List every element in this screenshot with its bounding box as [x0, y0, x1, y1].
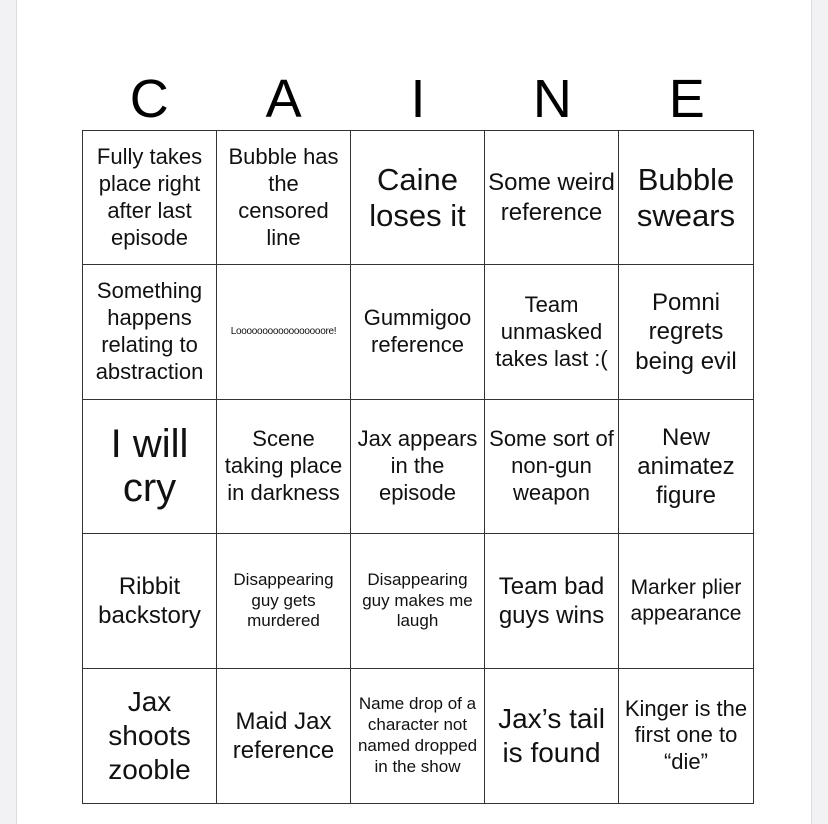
- header-letter-a: A: [265, 69, 302, 129]
- bingo-cell[interactable]: Fully takes place right after last episode: [83, 131, 217, 265]
- bingo-cell[interactable]: Something happens relating to abstraction: [83, 265, 217, 399]
- header-letter-n: N: [532, 69, 572, 129]
- bingo-cell[interactable]: Jax’s tail is found: [485, 669, 619, 803]
- bingo-cell[interactable]: Scene taking place in darkness: [217, 400, 351, 534]
- header-letter-e: E: [668, 69, 705, 129]
- bingo-cell[interactable]: Bubble swears: [619, 131, 753, 265]
- bingo-header: [82, 68, 754, 130]
- header-letter-i: I: [410, 69, 426, 129]
- bingo-cell[interactable]: Disappearing guy gets murdered: [217, 534, 351, 668]
- bingo-cell[interactable]: Some sort of non-gun weapon: [485, 400, 619, 534]
- header-letter-c: C: [129, 69, 169, 129]
- bingo-cell[interactable]: Some weird reference: [485, 131, 619, 265]
- bingo-cell[interactable]: Kinger is the first one to “die”: [624, 695, 748, 775]
- bingo-cell[interactable]: Looooooooooooooooore!: [217, 265, 351, 399]
- bingo-cell[interactable]: I will cry: [83, 400, 217, 534]
- bingo-cell[interactable]: Ribbit backstory: [83, 534, 217, 668]
- bingo-cell[interactable]: Caine loses it: [351, 131, 485, 265]
- bingo-cell[interactable]: Team unmasked takes last :(: [485, 265, 619, 399]
- bingo-cell[interactable]: Jax appears in the episode: [351, 400, 485, 534]
- bingo-cell[interactable]: Name drop of a character not named dropped in the show: [351, 669, 485, 803]
- bingo-cell[interactable]: New animatez figure: [619, 400, 753, 534]
- bingo-cell[interactable]: Bubble has the censored line: [217, 131, 351, 265]
- bingo-grid: [82, 130, 754, 804]
- bingo-cell[interactable]: Jax shoots zooble: [83, 669, 217, 803]
- bingo-cell[interactable]: Team bad guys wins: [485, 534, 619, 668]
- bingo-cell[interactable]: Maid Jax reference: [217, 669, 351, 803]
- bingo-cell[interactable]: Pomni regrets being evil: [619, 265, 753, 399]
- bingo-cell[interactable]: Marker plier appearance: [619, 534, 753, 668]
- bingo-cell[interactable]: Disappearing guy makes me laugh: [351, 534, 485, 668]
- bingo-cell[interactable]: Gummigoo reference: [351, 265, 485, 399]
